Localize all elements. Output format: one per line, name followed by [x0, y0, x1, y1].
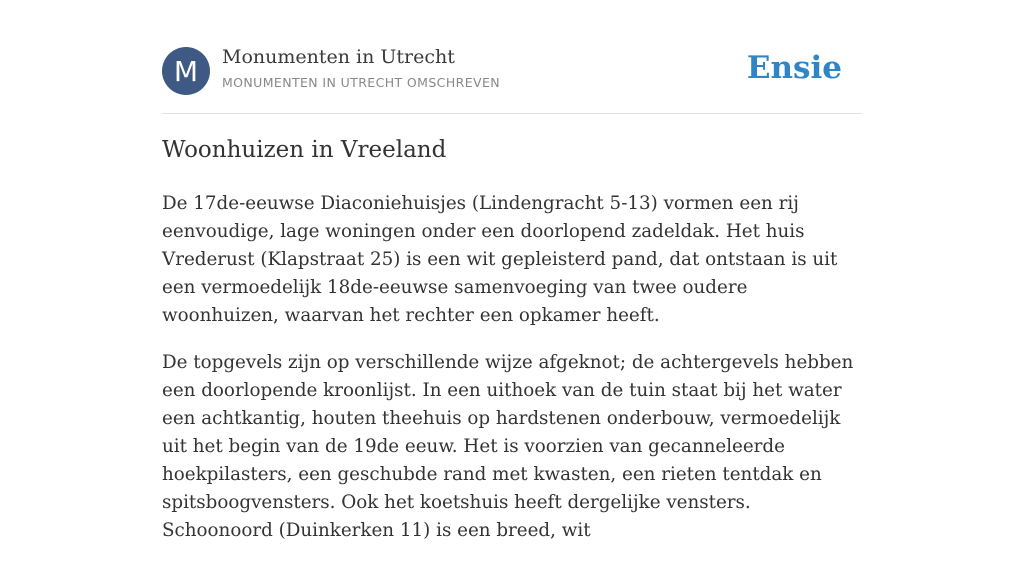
article-paragraph: De 17de-eeuwse Diaconiehuisjes (Lindengracht 5-13) vormen een rij eenvoudige, lage woningen onder een doorlopend zadeldak. Het huis Vrederust (Klapstraat 25) is een wit gepleisterd pand, dat ontstaan is uit een vermoedelijk 18de-eeuwse samenvoeging van twee oudere woonhuizen, waarvan het rechter een opkamer heeft. — [162, 193, 838, 326]
site-header — [162, 0, 862, 114]
site-title[interactable]: Monumenten in Utrecht — [222, 46, 455, 68]
page-container — [162, 0, 862, 541]
site-avatar[interactable]: M — [162, 47, 210, 95]
ensie-logo-link[interactable]: Ensie — [746, 50, 842, 86]
article-title: Woonhuizen in Vreeland — [162, 137, 447, 163]
site-subtitle: MONUMENTEN IN UTRECHT OMSCHREVEN — [222, 75, 500, 90]
article-paragraph: De topgevels zijn op verschillende wijze afgeknot; de achtergevels hebben een doorlopende kroonlijst. In een uithoek van de tuin staat bij het water een achtkantig, houten theehuis op hardstenen onderbouw, vermoedelijk uit het begin van de 19de eeuw. Het is voorzien van gecanneleerde hoekpilasters, een geschubde rand met kwasten, een rieten tentdak en spitsboogvensters. Ook het koetshuis heeft dergelijke vensters. Schoonoord (Duinkerken 11) is een breed, wit — [162, 352, 854, 541]
article-body — [162, 190, 862, 564]
